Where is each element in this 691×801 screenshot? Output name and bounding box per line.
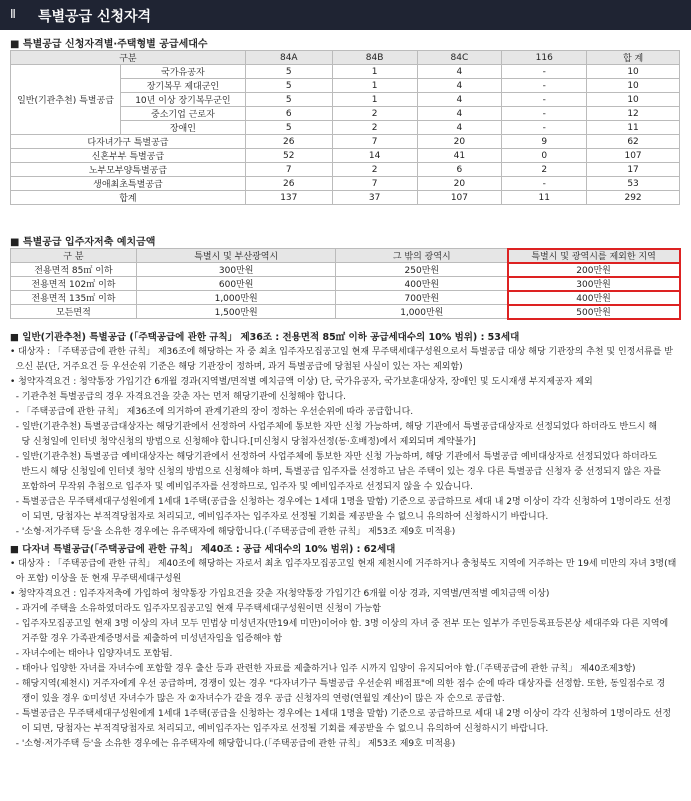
table-cell: 400만원 — [508, 291, 680, 305]
table-cell: 400만원 — [336, 277, 508, 291]
table-cell: 137 — [245, 191, 332, 205]
table-cell: - — [502, 107, 587, 121]
table-row — [11, 177, 680, 191]
table-cell: 300만원 — [136, 263, 336, 277]
table-cell: 300만원 — [508, 277, 680, 291]
table-cell: 0 — [502, 149, 587, 163]
table-row — [11, 305, 680, 319]
table-cell: 1,000만원 — [136, 291, 336, 305]
table-cell: 다자녀가구 특별공급 — [11, 135, 246, 149]
table-row — [11, 263, 680, 277]
table-cell: 17 — [587, 163, 680, 177]
row-group-label: 일반(기관추천) 특별공급 — [11, 65, 121, 135]
column-header: 합 계 — [587, 51, 680, 65]
text-line: • 대상자 : 「주택공급에 관한 규칙」 제36조에 해당하는 자 중 최초 입주자모집공고일 현재 무주택세대구성원으로서 특별공급 대상 해당 기관장의 추천 및 인정서류를 받 — [10, 347, 673, 357]
page-title: 특별공급 신청자격 — [38, 9, 152, 25]
table-cell: 41 — [417, 149, 502, 163]
table-cell: 7 — [332, 177, 417, 191]
table-cell: 국가유공자 — [120, 65, 245, 79]
text-line: 반드시 해당 신청일에 인터넷 청약 신청의 방법으로 신청해야 하며, 특별공급 입주자를 선정하고 남은 주택이 있는 경우 다른 특별공급 신청자 중 선정되지 않은 자를 — [10, 467, 662, 477]
table-row — [11, 277, 680, 291]
table-cell: - — [502, 121, 587, 135]
table-cell: 5 — [245, 121, 332, 135]
column-header: 84C — [417, 51, 502, 65]
table-cell: 11 — [502, 191, 587, 205]
section-number: Ⅱ — [10, 7, 16, 21]
table-cell: 노부모부양특별공급 — [11, 163, 246, 177]
table-row — [11, 163, 680, 177]
table-cell: 4 — [417, 121, 502, 135]
text-line: - 일반(기관추천) 특별공급대상자는 해당기관에서 선정하여 사업주체에 통보한 자만 신청 가능하며, 해당 기관에서 특별공급대상자로 선정되었다 하더라도 반드시 해 — [10, 422, 658, 432]
table-cell: 107 — [417, 191, 502, 205]
table-cell: 장기복무 제대군인 — [120, 79, 245, 93]
table-cell: 20 — [417, 177, 502, 191]
table-cell: 7 — [332, 135, 417, 149]
text-line: - 자녀수에는 태아나 입양자녀도 포함됨. — [10, 649, 173, 659]
table-cell: 5 — [245, 79, 332, 93]
table-cell: 10 — [587, 79, 680, 93]
table-cell: 500만원 — [508, 305, 680, 319]
table-cell: 11 — [587, 121, 680, 135]
text-line: - 「주택공급에 관한 규칙」 제36조에 의거하여 관계기관의 장이 정하는 우선순위에 따라 공급합니다. — [10, 407, 414, 417]
table-cell: 모든면적 — [11, 305, 137, 319]
text-line: - 태아나 입양한 자녀를 자녀수에 포함할 경우 출산 등과 관련한 자료를 제출하거나 입주 시까지 입양이 유지되어야 함.(「주택공급에 관한 규칙」 제40조제3항) — [10, 664, 636, 674]
column-header: 그 밖의 광역시 — [336, 249, 508, 263]
text-line: 당 신청일에 인터넷 청약신청의 방법으로 신청해야 합니다.[미신청시 당첨자선정(동·호배정)에서 제외되며 계약불가] — [10, 437, 476, 447]
deposit-table — [10, 248, 680, 319]
text-line: • 청약자격요건 : 청약통장 가입기간 6개월 경과(지역별/면적별 예치금액 이상) 단, 국가유공자, 국가보훈대상자, 장애인 및 도시재생 부지제공자 제외 — [10, 377, 593, 387]
table-cell: 2 — [332, 163, 417, 177]
table-cell: 250만원 — [336, 263, 508, 277]
table-cell: 10년 이상 장기복무군인 — [120, 93, 245, 107]
table-cell: 장애인 — [120, 121, 245, 135]
table-cell: 20 — [417, 135, 502, 149]
table-cell: 4 — [417, 79, 502, 93]
column-header: 구 분 — [11, 249, 137, 263]
table-cell: 10 — [587, 65, 680, 79]
table-cell: 53 — [587, 177, 680, 191]
table-cell: 전용면적 85㎡ 이하 — [11, 263, 137, 277]
table-cell: 4 — [417, 65, 502, 79]
text-line: - '소형·저가주택 등'을 소유한 경우에는 유주택자에 해당합니다.(「주택공급에 관한 규칙」 제53조 제9호 미적용) — [10, 739, 456, 749]
table-cell: 2 — [332, 121, 417, 135]
column-header: 특별시 및 광역시를 제외한 지역 — [508, 249, 680, 263]
text-line: - 기관추천 특별공급의 경우 자격요건을 갖춘 자는 먼저 해당기관에 신청해야 합니다. — [10, 392, 347, 402]
text-line: - 해당지역(제천시) 거주자에게 우선 공급하며, 경쟁이 있는 경우 "다자녀가구 특별공급 우선순위 배점표"에 의한 점수 순에 따라 대상자를 선정함. 또한, 동일점수로 경 — [10, 679, 666, 689]
table-cell: 1 — [332, 65, 417, 79]
table-row — [11, 149, 680, 163]
text-line: 포함하여 무작위 추첨으로 입주자 및 예비입주자를 선정하므로, 입주자 및 예비입주자로 선정되지 않을 수 있습니다. — [10, 482, 473, 492]
table-cell: 107 — [587, 149, 680, 163]
table-cell: 생애최초특별공급 — [11, 177, 246, 191]
supply-table — [10, 50, 680, 205]
table-cell: 중소기업 근로자 — [120, 107, 245, 121]
column-header: 구분 — [11, 51, 246, 65]
text-line: 으신 분(단, 거주요건 등 우선순위 기준은 해당 기관장이 정하며, 과거 특별공급에 당첨된 사실이 있는 자는 제외함) — [10, 362, 463, 372]
text-line: - 특별공급은 무주택세대구성원에게 1세대 1주택(공급을 신청하는 경우에는 1세대 1명을 말함) 기준으로 공급하므로 세대 내 2명 이상이 각각 신청하여 1명이라도 선정 — [10, 709, 672, 719]
table-cell: 600만원 — [136, 277, 336, 291]
table-cell: 5 — [245, 93, 332, 107]
table-cell: 52 — [245, 149, 332, 163]
section-heading-supply: ■ 특별공급 신청자격별·주택형별 공급세대수 — [10, 39, 208, 50]
text-line: - 일반(기관추천) 특별공급 예비대상자는 해당기관에서 선정하여 사업주체에 통보한 자만 신청 가능하며, 해당 기관에서 특별공급 예비대상자로 선정되었다 하더라도 — [10, 452, 658, 462]
eligibility-text — [10, 330, 682, 752]
table-cell: 37 — [332, 191, 417, 205]
column-header: 특별시 및 부산광역시 — [136, 249, 336, 263]
table-cell: 200만원 — [508, 263, 680, 277]
text-line: 이 되면, 당첨자는 부적격당첨자로 처리되고, 예비입주자는 입주자로 선정될 기회를 제공받을 수 없으니 유의하여 신청하시기 바랍니다. — [10, 724, 549, 734]
table-cell: - — [502, 79, 587, 93]
column-header: 84B — [332, 51, 417, 65]
table-cell: 전용면적 102㎡ 이하 — [11, 277, 137, 291]
column-header: 116 — [502, 51, 587, 65]
text-line: - 특별공급은 무주택세대구성원에게 1세대 1주택(공급을 신청하는 경우에는 1세대 1명을 말함) 기준으로 공급하므로 세대 내 2명 이상이 각각 신청하여 1명이라도 선정 — [10, 497, 672, 507]
text-line: 아 포함) 이상을 둔 현재 무주택세대구성원 — [10, 574, 182, 584]
section-heading: ■ 일반(기관추천) 특별공급 (「주택공급에 관한 규칙」 제36조 : 전용면적 85㎡ 이하 공급세대수의 10% 범위) : 53세대 — [10, 332, 520, 343]
page-header — [0, 0, 691, 30]
table-cell: 9 — [502, 135, 587, 149]
table-cell: 10 — [587, 93, 680, 107]
table-cell: 26 — [245, 177, 332, 191]
text-line: 이 되면, 당첨자는 부적격당첨자로 처리되고, 예비입주자는 입주자로 선정될 기회를 제공받을 수 없으니 유의하여 신청하시기 바랍니다. — [10, 512, 549, 522]
table-cell: - — [502, 93, 587, 107]
table-cell: - — [502, 177, 587, 191]
text-line: • 청약자격요건 : 입주자저축에 가입하여 청약통장 가입요건을 갖춘 자(청약통장 가입기간 6개월 이상 경과, 지역별/면적별 예치금액 이상) — [10, 589, 550, 599]
table-row — [11, 291, 680, 305]
table-cell: 2 — [332, 107, 417, 121]
table-row — [11, 65, 680, 79]
table-row — [11, 135, 680, 149]
table-cell: 합계 — [11, 191, 246, 205]
table-cell: 12 — [587, 107, 680, 121]
section-heading-deposit: ■ 특별공급 입주자저축 예치금액 — [10, 237, 156, 248]
table-cell: 292 — [587, 191, 680, 205]
text-line: • 대상자 : 「주택공급에 관한 규칙」 제40조에 해당하는 자로서 최초 입주자모집공고일 현재 제천시에 거주하거나 충청북도 지역에 거주하는 만 19세 미만의 자녀 3명(태 — [10, 559, 677, 569]
text-line: 쟁이 있을 경우 ①미성년 자녀수가 많은 자 ②자녀수가 같을 경우 공급 신청자의 연령(연월일 계산)이 많은 자 순으로 공급함. — [10, 694, 505, 704]
text-line: - 과거에 주택을 소유하였더라도 입주자모집공고일 현재 무주택세대구성원이면 신청이 가능함 — [10, 604, 381, 614]
table-cell: 신혼부부 특별공급 — [11, 149, 246, 163]
table-cell: 6 — [417, 163, 502, 177]
text-line: - 입주자모집공고일 현재 3명 이상의 자녀 모두 민법상 미성년자(만19세 미만)이어야 함. 3명 이상의 자녀 중 전부 또는 일부가 주민등록표등본상 세대주와 다른 지역에 — [10, 619, 669, 629]
section-heading: ■ 다자녀 특별공급(「주택공급에 관한 규칙」 제40조 : 공급 세대수의 10% 범위) : 62세대 — [10, 544, 396, 555]
table-cell: 700만원 — [336, 291, 508, 305]
table-cell: - — [502, 65, 587, 79]
table-cell: 전용면적 135㎡ 이하 — [11, 291, 137, 305]
text-line: - '소형·저가주택 등'을 소유한 경우에는 유주택자에 해당합니다.(「주택공급에 관한 규칙」 제53조 제9호 미적용) — [10, 527, 456, 537]
table-cell: 7 — [245, 163, 332, 177]
table-cell: 1,000만원 — [336, 305, 508, 319]
text-line: 거주할 경우 가족관계증명서를 제출하여 미성년자임을 입증해야 함 — [10, 634, 283, 644]
table-cell: 6 — [245, 107, 332, 121]
table-row — [11, 191, 680, 205]
table-cell: 5 — [245, 65, 332, 79]
table-cell: 1,500만원 — [136, 305, 336, 319]
table-cell: 4 — [417, 93, 502, 107]
table-cell: 14 — [332, 149, 417, 163]
table-cell: 4 — [417, 107, 502, 121]
table-cell: 62 — [587, 135, 680, 149]
column-header: 84A — [245, 51, 332, 65]
table-cell: 26 — [245, 135, 332, 149]
table-cell: 1 — [332, 79, 417, 93]
table-cell: 2 — [502, 163, 587, 177]
table-cell: 1 — [332, 93, 417, 107]
